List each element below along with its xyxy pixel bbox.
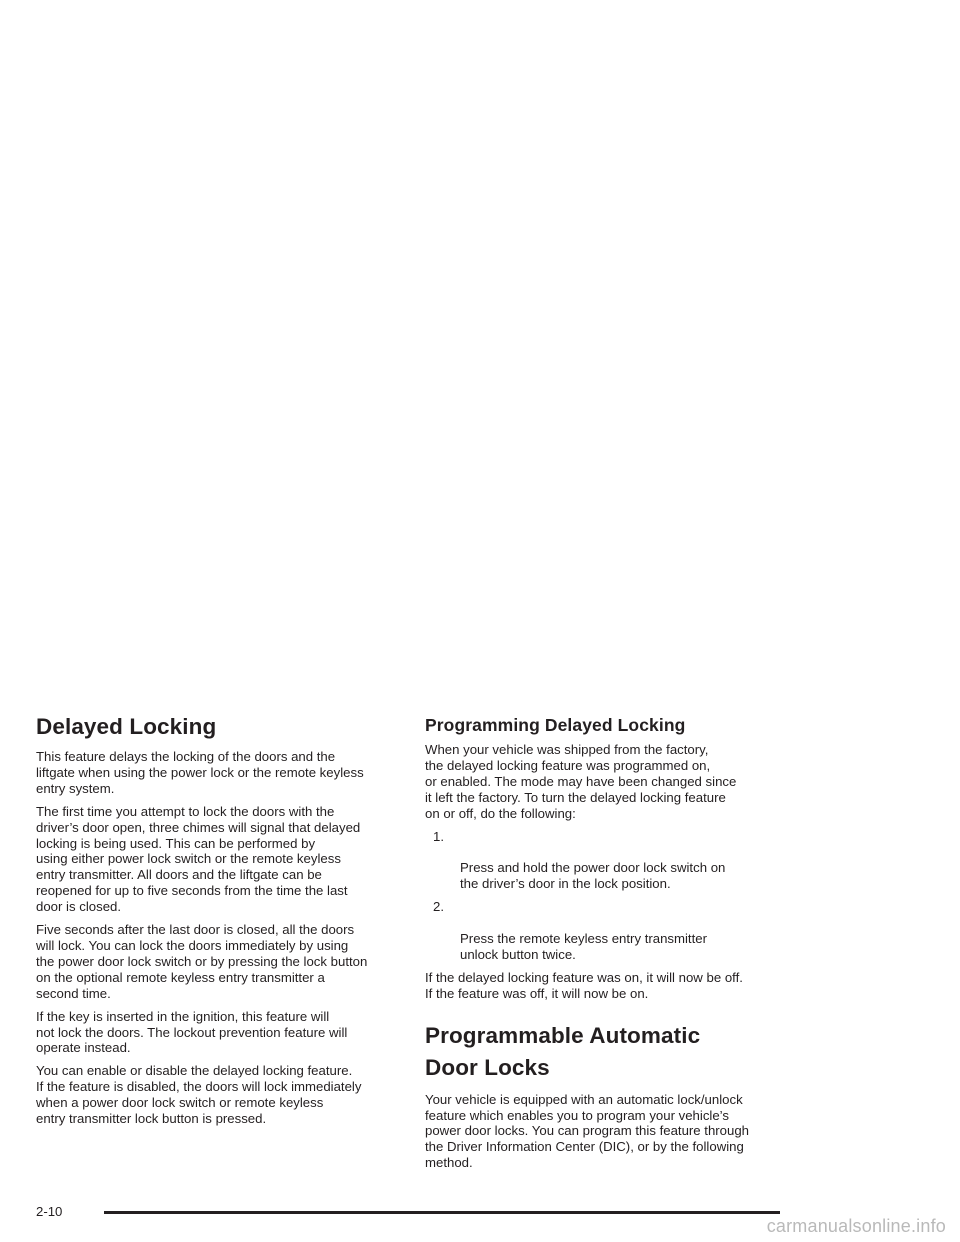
paragraph: Five seconds after the last door is closed, all the doors will lock. You can lock the doors immediately by using the power door lock switch or by pressing the lock button on the optional remote keyless entry transmitter a second time. <box>36 922 368 1001</box>
left-column <box>36 714 398 1134</box>
step-number: 1. <box>433 828 444 844</box>
step-text: Press and hold the power door lock switch on the driver’s door in the lock position. <box>460 860 726 892</box>
steps-list <box>425 829 787 963</box>
delayed-locking-heading: Delayed Locking <box>36 714 217 739</box>
programming-delayed-locking-heading: Programming Delayed Locking <box>425 715 686 735</box>
programmable-automatic-door-locks-heading <box>425 1020 787 1084</box>
heading-line: Programmable Automatic <box>425 1022 701 1048</box>
intro-paragraph: When your vehicle was shipped from the factory, the delayed locking feature was programmed on, or enabled. The mode may have been changed since it left the factory. To turn the delayed locking feature on or off, do the following: <box>425 742 737 821</box>
step-number: 2. <box>433 899 444 915</box>
result-paragraph: If the delayed locking feature was on, it will now be off. If the feature was off, it will now be on. <box>425 969 743 1001</box>
watermark: carmanualsonline.info <box>766 1216 946 1236</box>
list-item <box>433 899 787 963</box>
list-item <box>433 829 787 893</box>
paragraph: You can enable or disable the delayed locking feature. If the feature is disabled, the doors will lock immediately when a power door lock switch or remote keyless entry transmitter lock button is pressed. <box>36 1063 362 1127</box>
paragraph: If the key is inserted in the ignition, this feature will not lock the doors. The lockout prevention feature will operate instead. <box>36 1008 348 1056</box>
paragraph: The first time you attempt to lock the doors with the driver’s door open, three chimes will signal that delayed locking is being used. This can be performed by using either power lock switch or the remote keyless entry transmitter. All doors and the liftgate can be reopened for up to five seconds from the time the last door is closed. <box>36 803 361 915</box>
heading-line: Door Locks <box>425 1054 550 1080</box>
right-column <box>425 714 787 1178</box>
paragraph: Your vehicle is equipped with an automatic lock/unlock feature which enables you to program your vehicle’s power door locks. You can program this feature through the Driver Information Center (DIC), or by the following method. <box>425 1091 750 1171</box>
paragraph: This feature delays the locking of the doors and the liftgate when using the power lock or the remote keyless entry system. <box>36 749 364 796</box>
footer-rule <box>104 1211 780 1214</box>
page-number: 2-10 <box>36 1204 63 1219</box>
step-text: Press the remote keyless entry transmitter unlock button twice. <box>460 930 707 962</box>
